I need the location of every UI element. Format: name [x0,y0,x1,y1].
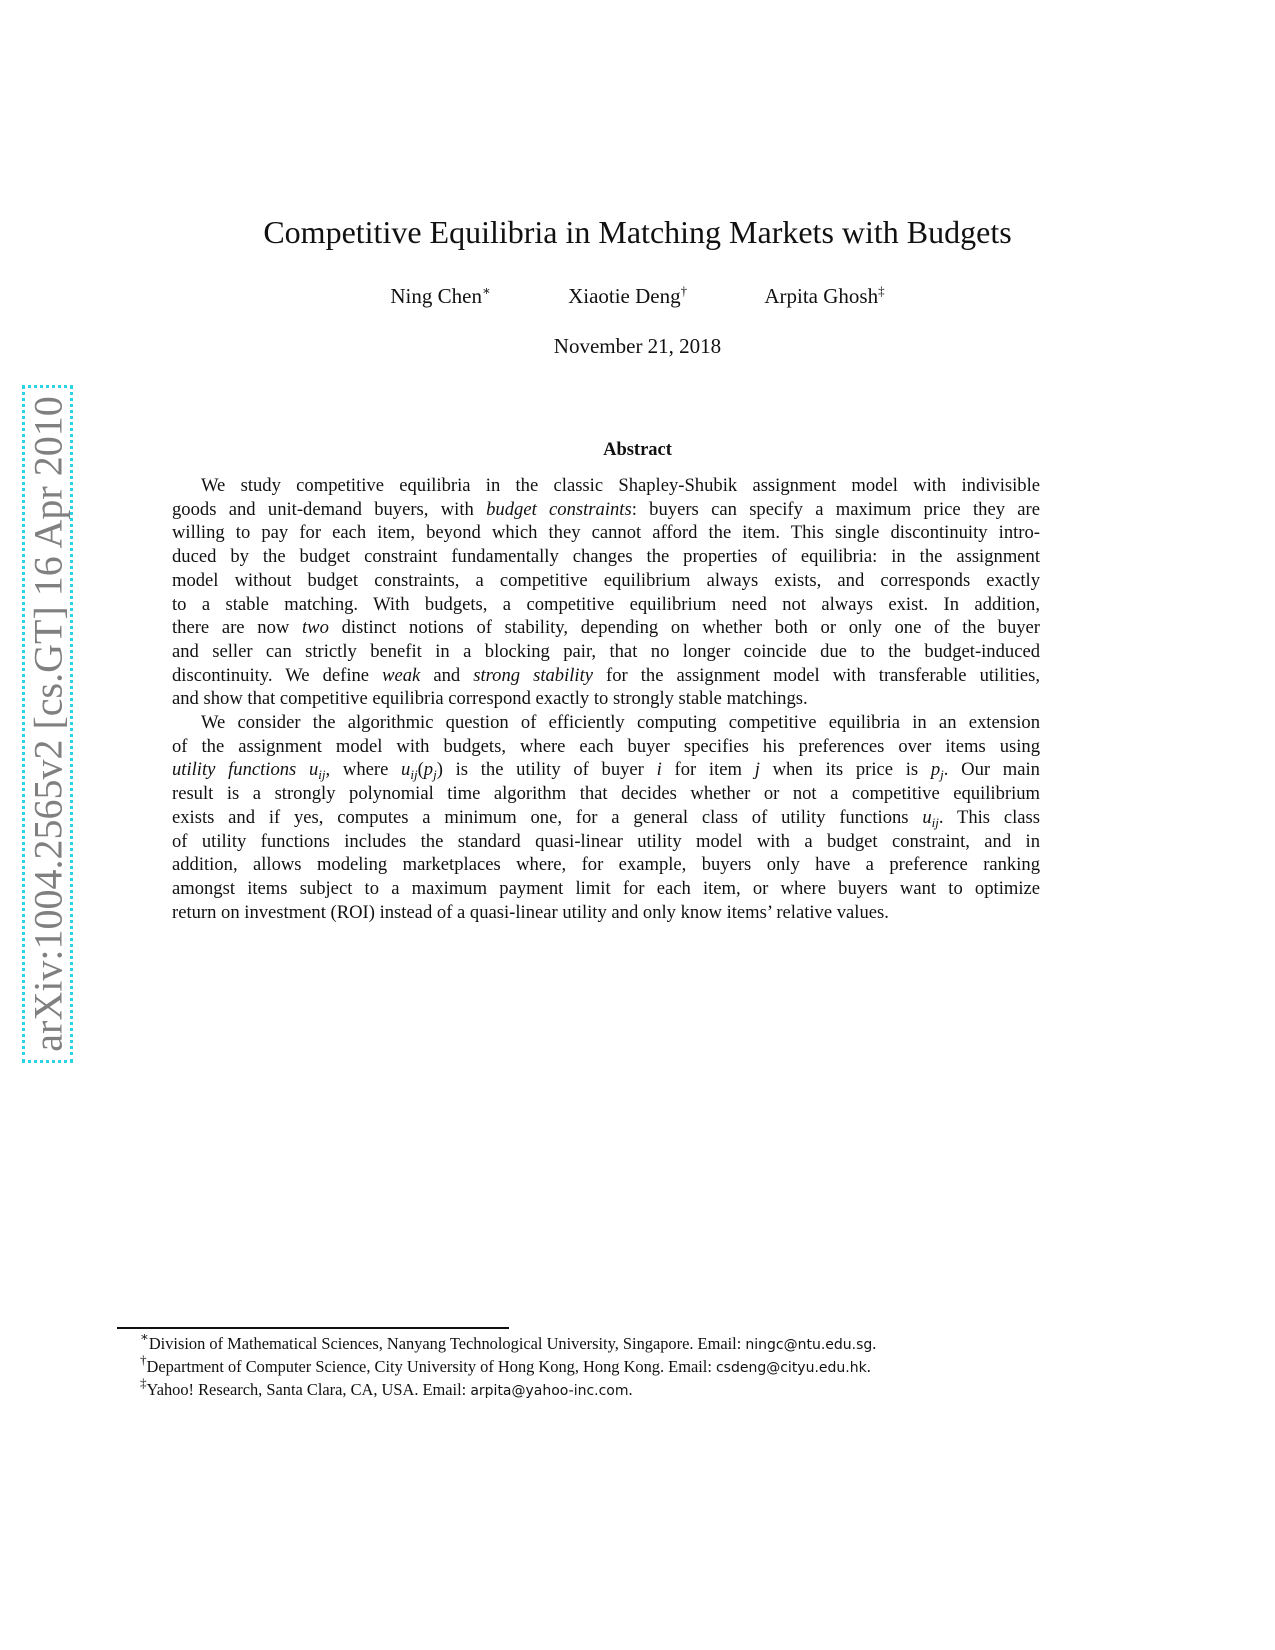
footnotes [140,1329,877,1402]
footnote-mark: ∗ [481,283,491,298]
text-line [172,806,1040,830]
text-run: j [754,759,760,781]
text-run: is the utility of buyer [442,759,657,781]
footnote-text: Department of Computer Science, City University of Hong Kong, Hong Kong. Email: [146,1357,716,1376]
text-line [172,853,1040,877]
abstract-heading: Abstract [603,440,672,460]
text-run: addition, allows modeling marketplaces where, for example, buyers only have a preference ranking [172,854,1040,876]
math-subscript: j [433,767,437,783]
text-run: u [922,806,932,828]
text-run: and seller can strictly benefit in a blocking pair, that no longer coincide due to the budget-induced [172,640,1040,662]
text-run: : buyers can specify a maximum price they are [631,498,1041,520]
text-run: . This class [938,806,1040,828]
text-run: We consider the algorithmic question of efficiently computing competitive equilibria in an extension [201,712,1040,734]
text-run: return on investment (ROI) instead of a quasi-linear utility and only know items’ relative values. [172,901,889,923]
text-run: . Our main [943,759,1040,781]
footnote-end: . [872,1334,877,1353]
text-run: utility functions [172,759,309,781]
text-run: i [656,759,662,781]
text-line [172,830,1040,854]
text-line [172,593,1040,617]
text-run: for item [661,759,755,781]
email-link[interactable]: csdeng@cityu.edu.hk [715,1360,867,1376]
text-line [172,687,1040,711]
text-run: exists and if yes, computes a minimum one, for a general class of utility functions [172,806,923,828]
text-run: for the assignment model with transferable utilities, [593,664,1041,686]
text-run: and show that competitive equilibria correspond exactly to strongly stable matchings. [172,688,808,710]
footnote [140,1329,877,1356]
text-line [172,711,1040,735]
text-run: discontinuity. We define [172,664,383,686]
text-run: ( [417,759,424,781]
text-run: duced by the budget constraint fundamentally changes the properties of equilibria: in the assignment [172,546,1040,568]
footnote-end: . [628,1380,633,1399]
text-run: strong stability [473,664,594,686]
text-run: result is a strongly polynomial time algorithm that decides whether or not a competitive equilibrium [172,783,1040,805]
text-run: goods and unit-demand buyers, with [172,498,487,520]
text-line [172,474,1040,498]
author-name: Arpita Ghosh [764,284,879,308]
math-subscript: ij [410,767,418,783]
abstract-paragraph [172,474,1040,711]
footnote-mark: † [140,1352,147,1367]
footnote [140,1375,876,1402]
footnote-text: Yahoo! Research, Santa Clara, CA, USA. Email: [146,1380,471,1399]
footnote-mark: † [680,283,688,298]
footnote-mark: ∗ [140,1329,149,1344]
text-run: p [423,759,434,781]
text-line [172,664,1040,688]
footnote [140,1352,876,1379]
abstract-body [172,474,1040,924]
footnote-mark: ‡ [878,283,885,298]
footnote-text: Division of Mathematical Sciences, Nanyang Technological University, Singapore. Email: [148,1334,746,1353]
text-run: of utility functions includes the standard quasi-linear utility model with a budget constraint, and in [172,830,1040,852]
text-line [172,901,1040,925]
text-run: to a stable matching. With budgets, a competitive equilibrium need not always exist. In addition, [172,593,1040,615]
author-list [0,284,1275,309]
math-subscript: ij [318,767,326,783]
arxiv-identifier: arXiv:1004.2565v2 [cs.GT] 16 Apr 2010 [25,396,70,1052]
text-run: ) [436,759,443,781]
text-line [172,758,1040,782]
text-run: and [420,664,474,686]
paper-date: November 21, 2018 [553,334,722,358]
text-run: amongst items subject to a maximum payment limit for each item, or where buyers want to optimize [172,877,1040,899]
text-run: u [401,759,411,781]
text-line [172,640,1040,664]
text-run: there are now [172,617,302,639]
math-subscript: j [940,767,944,783]
text-line [172,877,1040,901]
text-run: , where [325,759,402,781]
email-link[interactable]: arpita@yahoo-inc.com [470,1383,629,1399]
text-line [172,521,1040,545]
text-line [172,616,1040,640]
text-line [172,498,1040,522]
author-name: Xiaotie Deng [568,284,681,308]
footnote-end: . [866,1357,871,1376]
text-run: model without budget constraints, a competitive equilibrium always exists, and corresponds exactly [172,569,1040,591]
text-run: We study competitive equilibria in the classic Shapley-Shubik assignment model with indivisible [201,475,1040,496]
text-run: weak [382,664,421,686]
abstract-paragraph [172,711,1040,924]
email-link[interactable]: ningc@ntu.edu.sg [745,1337,873,1353]
text-run: willing to pay for each item, beyond which they cannot afford the item. This single discontinuity intro- [172,522,1040,544]
arxiv-stamp [22,385,73,1063]
math-subscript: ij [931,814,939,830]
author [568,284,687,309]
text-line [172,735,1040,759]
text-run: budget constraints [486,498,632,520]
footnote-mark: ‡ [140,1375,147,1390]
text-line [172,545,1040,569]
text-line [172,569,1040,593]
footnote-divider [117,1327,509,1329]
text-run: two [302,617,329,639]
text-run: of the assignment model with budgets, where each buyer specifies his preferences over items using [172,735,1040,757]
text-line [172,782,1040,806]
author [764,284,884,309]
author-name: Ning Chen [390,284,482,308]
text-run: when its price is [759,759,931,781]
paper-title: Competitive Equilibria in Matching Markets with Budgets [263,214,1012,250]
text-run: u [309,759,319,781]
text-run: p [930,759,941,781]
author [390,284,490,309]
text-run: distinct notions of stability, depending on whether both or only one of the buyer [328,617,1041,639]
